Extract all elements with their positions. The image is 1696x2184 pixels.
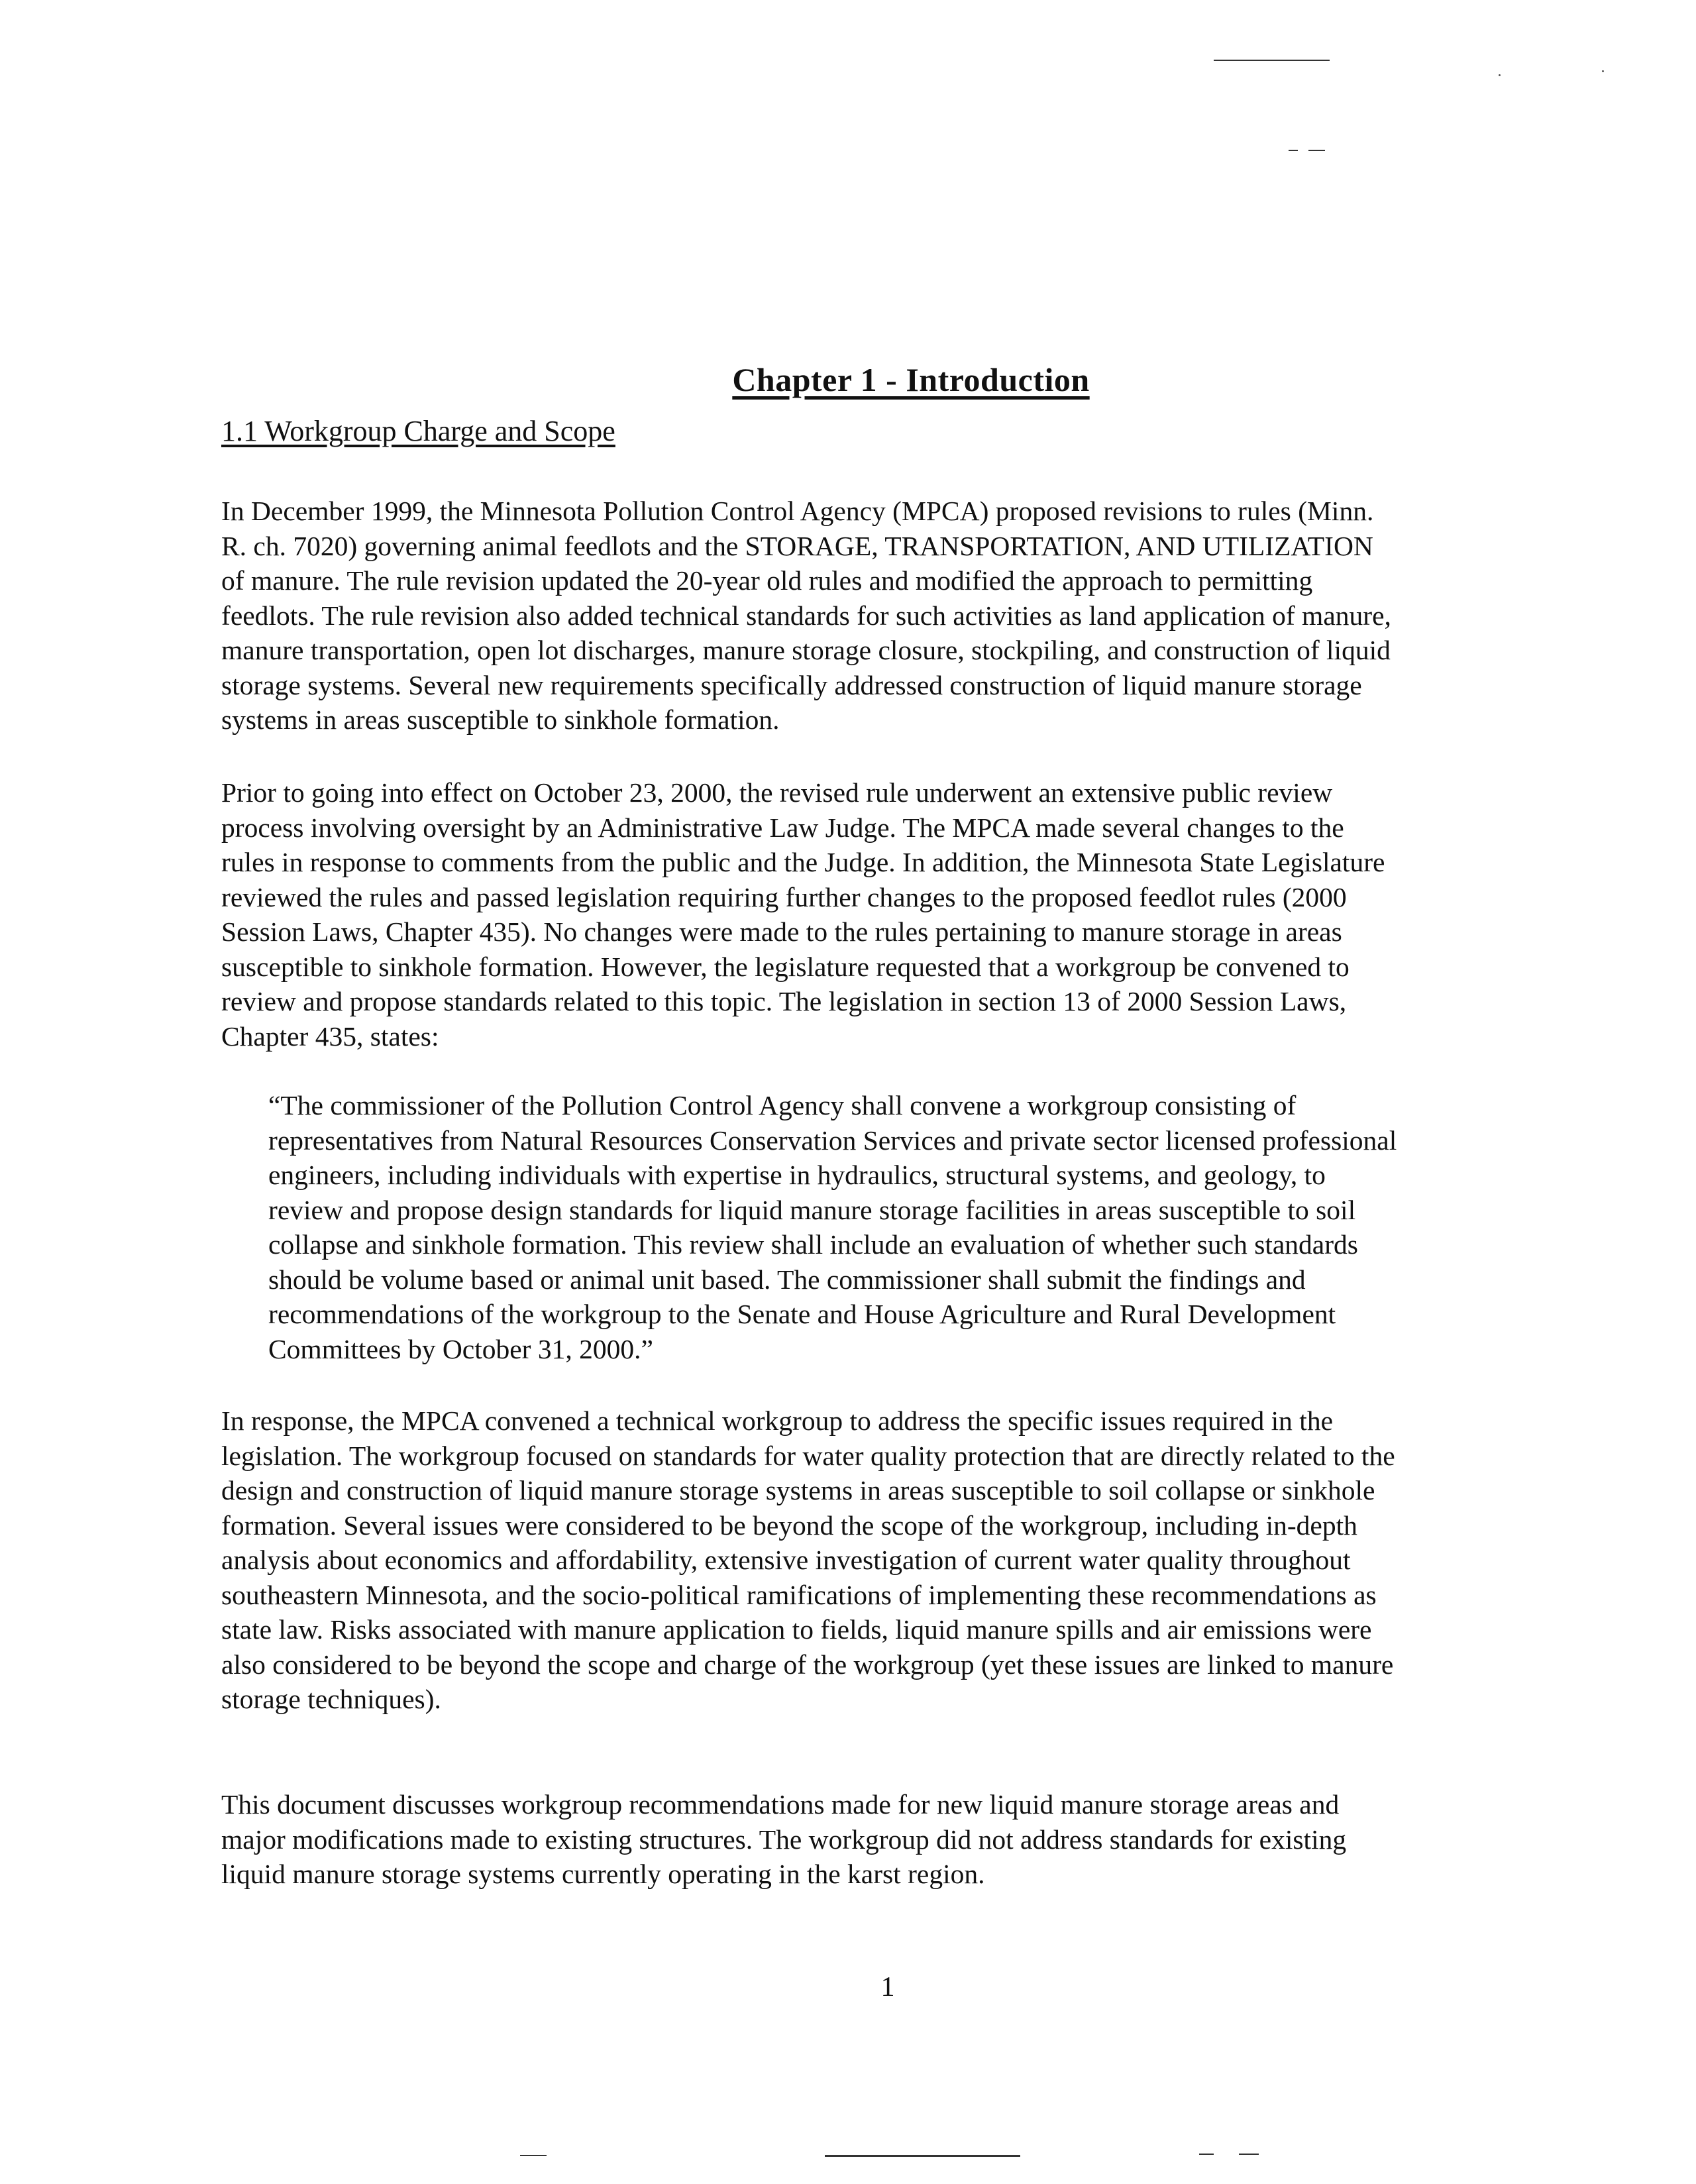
- chapter-title-text: Chapter 1 - Introduction: [732, 360, 1090, 398]
- scan-artifact-line: [825, 2155, 1020, 2157]
- scan-artifact-line: [1199, 2154, 1214, 2155]
- body-paragraph: Prior to going into effect on October 23, 2000, the revised rule underwent an extensive public review process involving oversight by an Administrative Law Judge. The MPCA made several changes to the rules in response to comments from the public and the Judge. In addition, the Minnesota State Legislature reviewed the rules and passed legislation requiring further changes to the proposed feedlot rules (2000 Session Laws, Chapter 435). No changes were made to the rules pertaining to manure storage in areas susceptible to sinkhole formation. However, the legislature requested that a workgroup be convened to review and propose standards related to this topic. The legislation in section 13 of 2000 Session Laws, Chapter 435, states:: [221, 777, 1385, 1052]
- section-heading: 1.1 Workgroup Charge and Scope: [221, 415, 615, 447]
- body-paragraph: This document discusses workgroup recommendations made for new liquid manure storage areas and major modifications made to existing structures. The workgroup did not address standards for existing liquid manure storage systems currently operating in the karst region.: [221, 1789, 1347, 1889]
- scan-artifact-dot: [1602, 70, 1604, 72]
- chapter-title: [0, 360, 1696, 399]
- body-paragraph: In response, the MPCA convened a technical workgroup to address the specific issues required in the legislation. The workgroup focused on standards for water quality protection that are directly related to the design and construction of liquid manure storage systems in areas susceptible to soil collapse or sinkhole formation. Several issues were considered to be beyond the scope of the workgroup, including in-depth analysis about economics and affordability, extensive investigation of current water quality throughout southeastern Minnesota, and the socio-political ramifications of implementing these recommendations as state law. Risks associated with manure application to fields, liquid manure spills and air emissions were also considered to be beyond the scope and charge of the workgroup (yet these issues are linked to manure storage techniques).: [221, 1405, 1395, 1714]
- scan-artifact-line: [520, 2155, 547, 2156]
- page-number: 1: [880, 1972, 895, 2002]
- scan-artifact-dot: [1499, 74, 1501, 76]
- scan-artifact-line: [1239, 2154, 1259, 2155]
- scan-artifact-line: [1308, 150, 1325, 151]
- legislation-quote: “The commissioner of the Pollution Control Agency shall convene a workgroup consisting of representatives from Natural Resources Conservation Services and private sector licensed professional engineers, including individuals with expertise in hydraulics, structural systems, and geology, to review and propose design standards for liquid manure storage facilities in areas susceptible to soil collapse and sinkhole formation. This review shall include an evaluation of whether such standards should be volume based or animal unit based. The commissioner shall submit the findings and recommendations of the workgroup to the Senate and House Agriculture and Rural Development Committees by October 31, 2000.”: [268, 1090, 1397, 1364]
- scan-artifact-line: [1214, 60, 1330, 61]
- scan-artifact-line: [1289, 150, 1298, 151]
- body-paragraph: In December 1999, the Minnesota Pollution Control Agency (MPCA) proposed revisions to rules (Minn. R. ch. 7020) governing animal feedlots and the STORAGE, TRANSPORTATION, AND UTILIZATION of manure. The rule revision updated the 20-year old rules and modified the approach to permitting feedlots. The rule revision also added technical standards for such activities as land application of manure, manure transportation, open lot discharges, manure storage closure, stockpiling, and construction of liquid storage systems. Several new requirements specifically addressed construction of liquid manure storage systems in areas susceptible to sinkhole formation.: [221, 496, 1391, 735]
